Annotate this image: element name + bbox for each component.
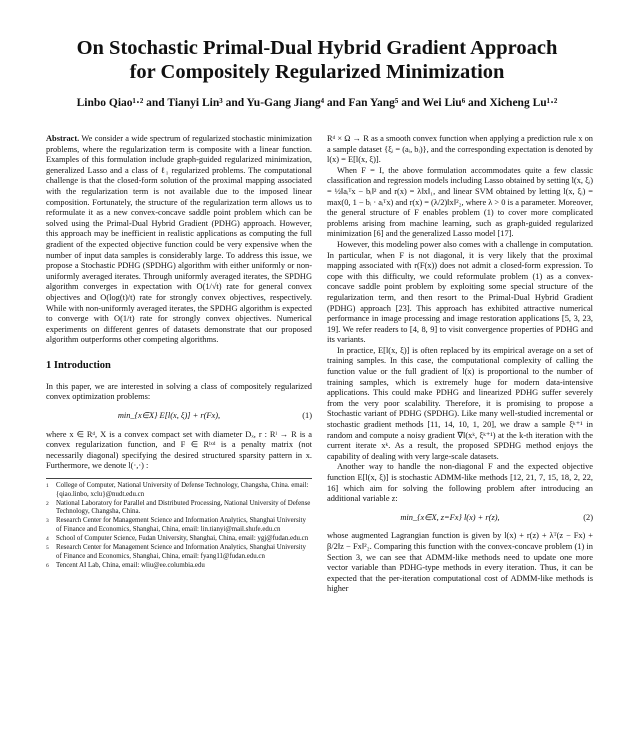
right-column (327, 134, 593, 595)
equation-2 (327, 513, 593, 524)
footnote-mark: 6 (46, 562, 49, 569)
footnote-mark: 5 (46, 545, 49, 552)
title-line-1: On Stochastic Primal-Dual Hybrid Gradient Approach (76, 37, 558, 59)
after-equation-1-paragraph: where x ∈ Rᵈ, X is a convex compact set with diameter Dₓ, r : Rˡ → R is a convex regularization function, and F ∈ Rˡˣᵈ is a penalty matrix (not necessarily diagonal) specifying the desired structured sparsity pattern in x. Furthermore, we denote l(·,·) : (46, 429, 312, 471)
abstract (46, 134, 312, 346)
author-list: Linbo Qiao¹·² and Tianyi Lin³ and Yu-Gang Jiang⁴ and Fan Yang⁵ and Wei Liu⁶ and Xicheng Lu¹·² (76, 97, 558, 109)
footnotes (46, 478, 312, 570)
footnote-mark: 2 (46, 500, 49, 507)
right-paragraph-4: In practice, E[l(x, ξ)] is often replaced by its empirical average on a set of training samples. In this case, the computational complexity of calling the function value or the full gradient of l(x) is proportional to the number of training samples, which is extremely huge for modern data-intensive applications. This could make PDHG and linearized PDHG suffer severely from the very poor scalability. Therefore, it is promising to propose a Stochastic variant of PDHG (SPDHG). Like many well-studied incremental or stochastic gradient methods [11, 14, 10, 1, 20], we draw a sample ξᵏ⁺¹ in random and compute a noisy gradient ∇l(xᵏ, ξᵏ⁺¹) at the k-th iteration with the current iterate xᵏ. As a result, the proposed SPDHG method enjoys the capability of dealing with very large-scale datasets. (327, 345, 593, 461)
footnote-mark: 4 (46, 536, 49, 543)
right-paragraph-3: However, this modeling power also comes with a challenge in computation. In particular, when F is not diagonal, it is very likely that the proximal mapping associated with r(F(x)) does not admit a closed-form expression. To cope with this difficulty, we could reformulate problem (1) as a convex-concave saddle point problem by exploiting some special structure of the regularization term, and then resort to the Primal-Dual Hybrid Gradient (PDHG) approach [23]. This approach has exhibited attractive numerical performance in image processing and image restoration applications [5, 3, 23, 19]. We refer readers to [4, 8, 9] to visit convergence properties of PDHG and its variants. (327, 239, 593, 345)
right-paragraph-2: When F = I, the above formulation accommodates quite a few classic classification and regression models including Lasso obtained by setting l(x, ξᵢ) = ½‖aᵢᵀx − bᵢ‖² and r(x) = λ‖x‖₁, and linear SVM obtained by letting l(x, ξᵢ) = max(0, 1 − bᵢ · aᵢᵀx) and r(x) = (λ/2)‖x‖²₂, where λ > 0 is a parameter. Moreover, the general structure of F enables problem (1) to cover more complicated problems arising from machine learning, such as graph-guided regularized minimization [6] and the generalized Lasso model [17]. (327, 165, 593, 239)
footnote (46, 517, 312, 534)
right-paragraph-6: whose augmented Lagrangian function is given by l(x) + r(z) + λᵀ(z − Fx) + β/2‖z − Fx‖²₂. Comparing this function with the convex-concave problem (1) in Section 3, we can see that ADMM-like methods need to update one more vector variable than PDHG-type methods in every iteration. Thus, it can be expected that the per-iteration computational cost of ADMM-like methods is higher (327, 531, 593, 594)
abstract-text: We consider a wide spectrum of regularized stochastic minimization problems, where the regularization term is composite with a linear function. Examples of this formulation include graph-guided regularized minimization, generalized Lasso and a class of ℓ₁ regularized problems. The computational challenge is that the closed-form solution of the proximal mapping associated with the regularization term is not available due to the imposed linear composition. Fortunately, the structure of the regularization term allows us to reformulate it as a new convex-concave saddle point problem which can be solved using the Primal-Dual Hybrid Gradient (PDHG) approach. However, this approach may be inefficient in realistic applications as computing the full gradient of the expected objective function could be very expensive when the number of input data samples is considerably large. To address this issue, we propose a Stochastic PDHG (SPDHG) algorithm with either uniformly or non-uniformly averaged iterates. Through uniformly averaged iterates, the SPDHG algorithm converges in expectation with O(1/√t) rate for general convex objectives and O(log(t)/t) rate for strongly convex objectives, respectively. While with non-uniformly averaged iterates, the SPDHG algorithm is expected to converge with O(1/t) rate for strongly convex objectives. Numerical experiments on different genres of datasets demonstrate that our proposed algorithm outperforms other competing algorithms. (46, 134, 312, 345)
section-heading-introduction: 1 Introduction (46, 359, 111, 371)
footnote (46, 562, 312, 571)
footnote-text: School of Computer Science, Fudan University, Shanghai, China, email: ygj@fudan.edu.cn (56, 535, 309, 543)
equation-1-body: min_{x∈X} E[l(x, ξ)] + r(Fx), (117, 411, 221, 421)
right-paragraph-1: Rᵈ × Ω → R as a smooth convex function when applying a prediction rule x on a sample dataset {ξᵢ = (aᵢ, bᵢ)}, and the corresponding expectation is denoted by l(x) = E[l(x, ξ)]. (327, 134, 593, 165)
footnote-mark: 1 (46, 483, 49, 490)
footnote-text: College of Computer, National University of Defense Technology, Changsha, China. email: {qiao.linbo, xclu}@nudt.edu.cn (56, 482, 309, 498)
footnote (46, 482, 312, 499)
footnote (46, 544, 312, 561)
footnote-mark: 3 (46, 518, 49, 525)
right-paragraph-5: Another way to handle the non-diagonal F and the expected objective function E[l(x, ξ)] is stochastic ADMM-like methods [12, 21, 7, 15, 18, 2, 22, 16] which aim for solving the following problem after introducing an additional variable z: (327, 462, 593, 504)
footnote (46, 500, 312, 517)
abstract-label: Abstract. (46, 134, 80, 143)
footnote-text: National Laboratory for Parallel and Distributed Processing, National University of Defense Technology, Changsha, China. (56, 499, 311, 516)
paper-title (0, 36, 634, 84)
equation-2-number: (2) (583, 512, 593, 522)
footnote-text: Research Center for Management Science and Information Analytics, Shanghai University of Finance and Economics, Shanghai, China, email: lin.tianyi@mail.shufe.edu.cn (56, 517, 306, 533)
intro-paragraph: In this paper, we are interested in solving a class of compositely regularized convex optimization problems: (46, 381, 312, 402)
footnote-text: Research Center for Management Science and Information Analytics, Shanghai University of Finance and Economics, Shanghai, China, email: fyang11@fudan.edu.cn (56, 544, 306, 560)
left-column (46, 134, 312, 571)
equation-1-number: (1) (302, 411, 312, 421)
equation-1 (46, 411, 312, 422)
title-line-2: for Compositely Regularized Minimization (129, 61, 505, 83)
footnote (46, 535, 312, 544)
footnote-text: Tencent AI Lab, China, email: wliu@ee.columbia.edu (56, 561, 205, 569)
equation-2-body: min_{x∈X, z=Fx} l(x) + r(z), (400, 512, 500, 522)
